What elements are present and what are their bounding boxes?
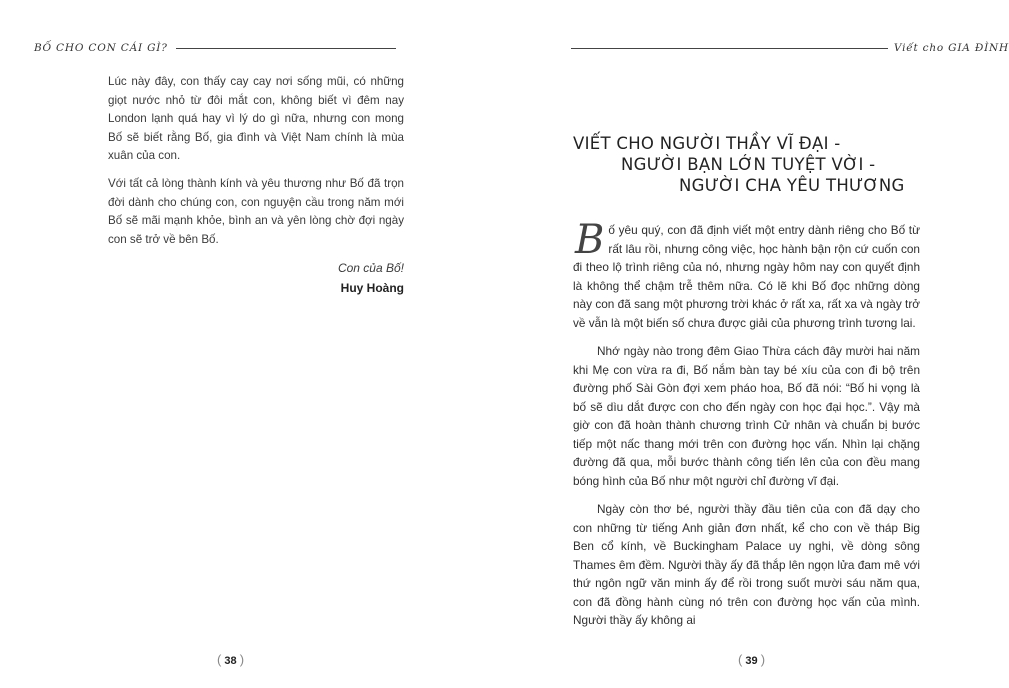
left-header-title: BỐ CHO CON CÁI GÌ? <box>34 42 168 54</box>
chapter-title-line-1: VIẾT CHO NGƯỜI THẦY VĨ ĐẠI - <box>573 134 841 153</box>
left-page <box>0 0 489 688</box>
signature-name: Huy Hoàng <box>340 281 404 296</box>
left-paragraph-1: Lúc này đây, con thấy cay cay nơi sống mũi, có những giọt nước nhỏ từ đôi mắt con, không biết vì đêm nay London lạnh quá hay vì lý do gì nữa, nhưng con mong Bố sẽ biết rằng Bố, gia đình và Việt Nam chính là mùa xuân của con. <box>108 75 404 163</box>
left-body-text <box>108 73 404 298</box>
right-body-text <box>573 217 920 630</box>
right-page-number-value: 39 <box>745 655 758 667</box>
signature-line-1: Con của Bố! <box>337 261 404 276</box>
chapter-title-line-3: NGƯỜI CHA YÊU THƯƠNG <box>679 176 905 195</box>
chapter-title-line-2: NGƯỜI BẠN LỚN TUYỆT VỜI - <box>621 155 876 174</box>
right-page-number: ( 39 ) <box>738 652 766 667</box>
right-running-header <box>571 42 1009 54</box>
left-running-header <box>34 42 404 54</box>
right-paragraph-1-text: ố yêu quý, con đã định viết một entry dành riêng cho Bố từ rất lâu rồi, nhưng công việc, học hành bận rộn cứ cuốn con đi theo lộ trình riêng của nó, nhưng ngày hôm nay con quyết định là không thể chậm trễ thêm nữa. Có lẽ khi Bố đọc những dòng này con đã sang một phương trời khác ở rất xa, rất xa và ngày trở về vẫn là một biến số chưa được giải của phương trình tương lai. <box>573 223 920 330</box>
dropcap-letter: B <box>575 217 605 263</box>
left-paragraph-2: Với tất cả lòng thành kính và yêu thương như Bố đã trọn đời dành cho chúng con, con nguyện cầu trong năm mới Bố sẽ mãi mạnh khỏe, bình an và yên lòng chờ đợi ngày con sẽ trở về bên Bố. <box>108 176 404 246</box>
left-page-number-value: 38 <box>224 655 237 667</box>
left-header-rule <box>176 48 396 49</box>
right-header-title: Viết cho GIA ĐÌNH <box>893 42 1009 54</box>
signature-block <box>108 258 404 298</box>
right-header-rule <box>571 48 888 49</box>
chapter-title <box>573 133 933 196</box>
right-paragraph-1 <box>573 217 920 332</box>
right-paragraph-2: Nhớ ngày nào trong đêm Giao Thừa cách đây mười hai năm khi Mẹ con vừa ra đi, Bố nắm bàn tay bé xíu của con đi bộ trên đường phố Sài Gòn đợi xem pháo hoa, Bố đã nói: “Bố hi vọng là bố sẽ dìu dắt được con cho đến ngày con học đại học.”. Vậy mà giờ con đã hoàn thành chương trình Cử nhân và chuẩn bị bước tiếp một nấc thang mới trên con đường học vấn. Nhìn lại chặng đường đã qua, mỗi bước thành công tiến lên của con đều mang bóng hình của Bố như một người chỉ đường vĩ đại. <box>573 344 920 488</box>
left-page-number: ( 38 ) <box>217 652 245 667</box>
right-paragraph-3: Ngày còn thơ bé, người thầy đầu tiên của con đã dạy cho con những từ tiếng Anh giản đơn nhất, kể cho con về tháp Big Ben cổ kính, về Buckingham Palace uy nghi, về dòng sông Thames êm đềm. Người thầy ấy đã thắp lên ngọn lửa đam mê với thứ ngôn ngữ văn minh ấy để rồi trong suốt mười sáu năm qua, con đã đồng hành cùng nó trên con đường học vấn của mình. Người thầy ấy không ai <box>573 502 920 627</box>
